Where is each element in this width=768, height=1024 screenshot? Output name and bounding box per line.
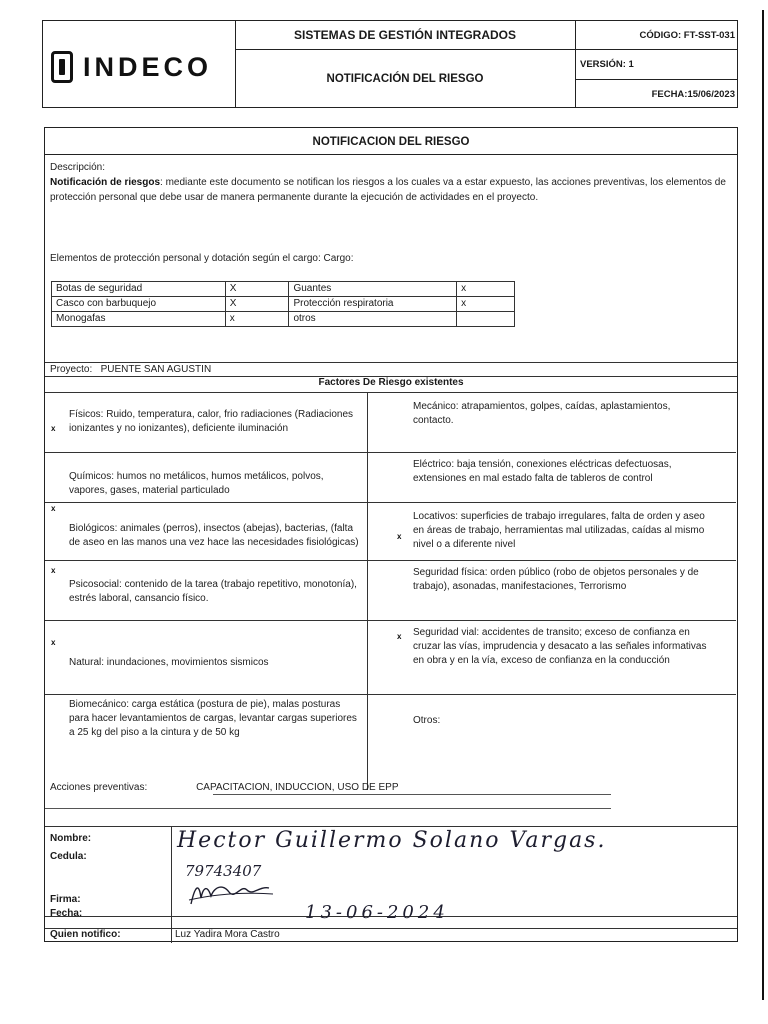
epp-item: Monogafas bbox=[52, 312, 226, 327]
risk-factor-right: Otros: bbox=[413, 715, 441, 726]
epp-table bbox=[51, 281, 515, 327]
actions-value: CAPACITACION, INDUCCION, USO DE EPP bbox=[196, 782, 399, 793]
epp-mark: x bbox=[457, 282, 515, 297]
epp-row bbox=[52, 297, 515, 312]
risk-mark-left: x bbox=[51, 638, 56, 647]
notifier-name: Luz Yadira Mora Castro bbox=[175, 929, 280, 940]
document-title: NOTIFICACIÓN DEL RIESGO bbox=[326, 73, 484, 85]
project-line bbox=[50, 362, 211, 377]
document-code: CÓDIGO: FT-SST-031 bbox=[639, 30, 735, 41]
description-label: Descripción: bbox=[50, 162, 106, 173]
id-label: Cedula: bbox=[50, 851, 87, 862]
epp-mark: x bbox=[225, 312, 289, 327]
risk-factors-grid bbox=[45, 392, 736, 790]
company-logo bbox=[51, 47, 231, 87]
sign-label: Firma: bbox=[50, 894, 81, 905]
risk-factor-left: Físicos: Ruido, temperatura, calor, frio radiaciones (Radiaciones ionizantes y no ionizantes), deficiente iluminación bbox=[69, 409, 354, 434]
risk-mark-left: x bbox=[51, 424, 56, 433]
risk-factor-left: Psicosocial: contenido de la tarea (trabajo repetitivo, monotonía), estrés laboral, cansancio físico. bbox=[69, 579, 357, 604]
risk-factor-left: Biológicos: animales (perros), insectos (abejas), bacterias, (falta de aseo en las manos una vez hace las necesidades fisiológicas) bbox=[69, 523, 359, 548]
company-name: INDECO bbox=[83, 51, 213, 82]
description-text: : mediante este documento se notifican los riesgos a los cuales va a estar expuesto, las acciones preventivas, los elementos de protección personal que debe usar de manera permanente durante la ejecución de actividades en el proyecto. bbox=[50, 177, 726, 203]
project-name: PUENTE SAN AGUSTIN bbox=[100, 364, 212, 375]
epp-item: otros bbox=[289, 312, 457, 327]
date-label: Fecha: bbox=[50, 908, 83, 919]
logo-mark-icon bbox=[51, 51, 73, 83]
page-edge bbox=[762, 10, 764, 1000]
risk-factor-left: Natural: inundaciones, movimientos sismicos bbox=[69, 657, 269, 668]
epp-mark: X bbox=[225, 297, 289, 312]
epp-mark: X bbox=[225, 282, 289, 297]
handwritten-signature bbox=[185, 878, 275, 908]
actions-label: Acciones preventivas: bbox=[50, 782, 148, 793]
epp-mark: x bbox=[457, 297, 515, 312]
system-title: SISTEMAS DE GESTIÓN INTEGRADOS bbox=[293, 28, 517, 42]
epp-intro: Elementos de protección personal y dotación según el cargo: Cargo: bbox=[50, 253, 354, 264]
document-version: VERSIÓN: 1 bbox=[580, 59, 634, 70]
epp-item: Botas de seguridad bbox=[52, 282, 226, 297]
risk-mark-right: x bbox=[397, 532, 402, 541]
document-header bbox=[42, 20, 738, 108]
risk-mark-left: x bbox=[51, 566, 56, 575]
handwritten-date: 13-06-2024 bbox=[305, 902, 449, 923]
name-label: Nombre: bbox=[50, 833, 92, 844]
epp-item: Casco con barbuquejo bbox=[52, 297, 226, 312]
form-title: NOTIFICACION DEL RIESGO bbox=[312, 136, 470, 148]
epp-row bbox=[52, 312, 515, 327]
description bbox=[50, 160, 730, 205]
epp-mark bbox=[457, 312, 515, 327]
handwritten-name: Hector Guillermo Solano Vargas. bbox=[177, 828, 607, 853]
risk-factor-left: Químicos: humos no metálicos, humos metálicos, polvos, vapores, gases, material particulado bbox=[69, 471, 324, 496]
handwritten-id: 79743407 bbox=[185, 862, 262, 880]
epp-item: Guantes bbox=[289, 282, 457, 297]
risk-mark-right: x bbox=[397, 632, 402, 641]
epp-row bbox=[52, 282, 515, 297]
risk-notification-form bbox=[44, 127, 738, 942]
risk-factor-right: Seguridad vial: accidentes de transito; exceso de confianza en cruzar las vías, imprudencia y desacato a las señales informativas en obra y en la vía, exceso de confianza en la conducción bbox=[413, 627, 707, 666]
description-bold: Notificación de riesgos bbox=[50, 177, 161, 188]
risk-factor-right: Mecánico: atrapamientos, golpes, caídas, aplastamientos, contacto. bbox=[413, 401, 671, 426]
risk-factor-right: Eléctrico: baja tensión, conexiones eléctricas defectuosas, extensiones en mal estado falta de tableros de control bbox=[413, 459, 672, 484]
risk-factor-right: Locativos: superficies de trabajo irregulares, falta de orden y aseo en áreas de trabajo, herramientas mal utilizadas, caídas al mismo nivel o a diferente nivel bbox=[413, 511, 705, 550]
preventive-actions bbox=[50, 780, 399, 795]
factors-title: Factores De Riesgo existentes bbox=[318, 377, 464, 388]
project-label: Proyecto: bbox=[50, 364, 93, 375]
epp-item: Protección respiratoria bbox=[289, 297, 457, 312]
notifier-label: Quien notifico: bbox=[50, 929, 121, 940]
signature-block bbox=[45, 826, 737, 943]
document-date: FECHA:15/06/2023 bbox=[651, 89, 735, 100]
risk-factor-right: Seguridad física: orden público (robo de objetos personales y de trabajo), asonadas, manifestaciones, Terrorismo bbox=[413, 567, 699, 592]
risk-factor-left: Biomecánico: carga estática (postura de pie), malas posturas para hacer levantamientos de cargas, levantar cargas superiores a 25 kg del piso a la cintura y de 50 kg bbox=[69, 699, 357, 738]
risk-mark-left: x bbox=[51, 504, 56, 513]
